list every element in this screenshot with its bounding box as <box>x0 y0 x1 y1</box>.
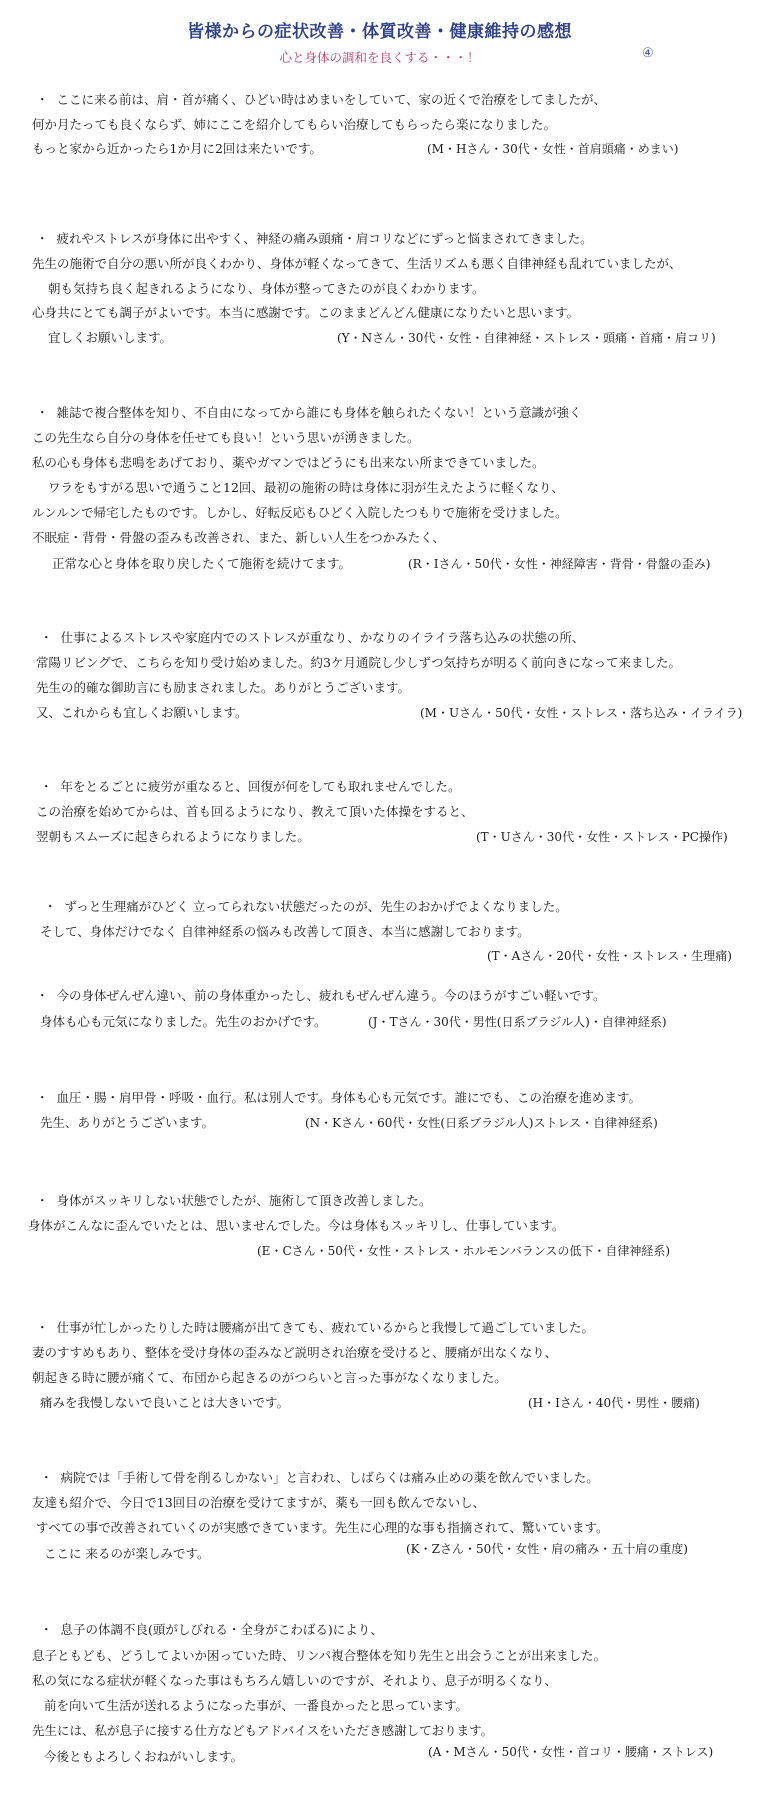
testimonial-line: ・ 病院では「手術して骨を削るしかない」と言われ、しばらくは痛み止めの薬を飲んでいました。 <box>40 1470 599 1485</box>
testimonial-line: 痛みを我慢しないで良いことは大きいです。 <box>40 1395 290 1410</box>
testimonial-line: ・ 息子の体調不良(頭がしびれる・全身がこわばる)により、 <box>40 1622 383 1637</box>
testimonial-line: そして、身体だけでなく 自律神経系の悩みも改善して頂き、本当に感謝しております。 <box>40 924 530 939</box>
testimonial-line: ・ 仕事によるストレスや家庭内でのストレスが重なり、かなりのイライラ落ち込みの状態の所、 <box>40 630 585 645</box>
testimonial-line: 常陽リビングで、こちらを知り受け始めました。約3ケ月通院し少しずつ気持ちが明るく前向きになって来ました。 <box>36 655 681 670</box>
testimonial-attribution: (M・Hさん・30代・女性・首肩頭痛・めまい) <box>427 142 679 156</box>
testimonial-line: この先生なら自分の身体を任せても良い！という思いが湧きました。 <box>32 430 420 445</box>
testimonial-line: 妻のすすめもあり、整体を受け身体の歪みなど説明され治療を受けると、腰痛が出なくなり、 <box>32 1345 558 1360</box>
testimonial-attribution: (T・Aさん・20代・女性・ストレス・生理痛) <box>487 949 732 963</box>
testimonial-attribution: (M・Uさん・50代・女性・ストレス・落ち込み・イライラ) <box>420 706 743 720</box>
bullet: ・ <box>40 1622 53 1637</box>
bullet: ・ <box>44 899 57 914</box>
testimonial-line: 先生、ありがとうございます。 <box>40 1115 215 1130</box>
page-subtitle: 心と身体の調和を良くする・・・！ <box>279 50 480 65</box>
testimonial-attribution: (J・Tさん・30代・男性(日系ブラジル人)・自律神経系) <box>368 1015 667 1029</box>
testimonial-attribution: (K・Zさん・50代・女性・肩の痛み・五十肩の重度) <box>406 1542 688 1556</box>
testimonial-attribution: (E・Cさん・50代・女性・ストレス・ホルモンバランスの低下・自律神経系) <box>257 1244 671 1258</box>
testimonial-attribution: (N・Kさん・60代・女性(日系ブラジル人)ストレス・自律神経系) <box>305 1116 658 1130</box>
testimonial-attribution: (H・Iさん・40代・男性・腰痛) <box>528 1396 700 1410</box>
testimonial-line: 身体も心も元気になりました。先生のおかげです。 <box>40 1014 327 1029</box>
testimonial-line: 先生には、私が息子に接する仕方などもアドバイスをいただき感謝しております。 <box>32 1723 494 1738</box>
testimonial-line: ・ 雑誌で複合整体を知り、不自由になってから誰にも身体を触られたくない！という意識が強く <box>36 405 582 420</box>
testimonial-line: ・ 血圧・腸・肩甲骨・呼吸・血行。私は別人です。身体も心も元気です。誰にでも、この治療を進めます。 <box>36 1090 642 1105</box>
bullet: ・ <box>36 1193 49 1208</box>
bullet: ・ <box>36 405 49 420</box>
testimonial-line: 先生の施術で自分の悪い所が良くわかり、身体が軽くなってきて、生活リズムも悪く自律神経も乱れていましたが、 <box>32 256 682 271</box>
testimonial-line: 今後ともよろしくおねがいします。 <box>44 1749 244 1764</box>
testimonial-line: 先生の的確な御助言にも励まされました。ありがとうございます。 <box>36 680 411 695</box>
testimonial-line: ・ 身体がスッキリしない状態でしたが、施術して頂き改善しました。 <box>36 1193 432 1208</box>
testimonial-line: この治療を始めてからは、首も回るようになり、教えて頂いた体操をすると、 <box>36 804 474 819</box>
testimonial-line: 何か月たっても良くならず、姉にここを紹介してもらい治療してもらったら楽になりました。 <box>32 117 557 132</box>
page-title: 皆様からの症状改善・体質改善・健康維持の感想 <box>187 22 572 42</box>
testimonial-line: 正常な心と身体を取り戻したくて施術を続けてます。 <box>52 556 352 571</box>
testimonial-line: 心身共にとても調子がよいです。本当に感謝です。このままどんどん健康になりたいと思います。 <box>32 305 580 320</box>
bullet: ・ <box>36 1320 49 1335</box>
testimonial-attribution: (Y・Nさん・30代・女性・自律神経・ストレス・頭痛・首痛・肩コリ) <box>337 331 716 345</box>
testimonial-line: 又、これからも宜しくお願いします。 <box>36 705 248 720</box>
bullet: ・ <box>40 1470 53 1485</box>
testimonial-line: ・ ここに来る前は、肩・首が痛く、ひどい時はめまいをしていて、家の近くで治療をしてましたが、 <box>36 92 607 107</box>
testimonial-line: ワラをもすがる思いで通うこと12回、最初の施術の時は身体に羽が生えたように軽くなり、 <box>48 480 564 495</box>
testimonial-line: 私の気になる症状が軽くなった事はもちろん嬉しいのですが、それより、息子が明るくなり、 <box>32 1673 558 1688</box>
page-number: ④ <box>642 46 654 61</box>
testimonial-line: すべての事で改善されていくのが実感できています。先生に心理的な事も指摘されて、驚いています。 <box>36 1520 609 1535</box>
testimonial-line: ここに 来るのが楽しみです。 <box>44 1546 210 1561</box>
bullet: ・ <box>40 630 53 645</box>
testimonial-line: 息子ともども、どうしてよいか困っていた時、リンパ複合整体を知り先生と出会うことが出来ました。 <box>32 1648 607 1663</box>
bullet: ・ <box>40 779 53 794</box>
bullet: ・ <box>36 1090 49 1105</box>
testimonial-line: 宜しくお願いします。 <box>48 330 173 345</box>
testimonial-line: ・ 疲れやストレスが身体に出やすく、神経の痛み頭痛・肩コリなどにずっと悩まされてきました。 <box>36 231 593 246</box>
testimonial-line: 朝起きる時に腰が痛くて、布団から起きるのがつらいと言った事がなくなりました。 <box>32 1370 507 1385</box>
testimonial-line: ・ 年をとるごとに疲労が重なると、回復が何をしても取れませんでした。 <box>40 779 461 794</box>
testimonial-line: ・ 仕事が忙しかったりした時は腰痛が出てきても、疲れているからと我慢して過ごしていました。 <box>36 1320 595 1335</box>
testimonial-line: 不眠症・背骨・骨盤の歪みも改善され、また、新しい人生をつかみたく、 <box>32 530 446 545</box>
bullet: ・ <box>36 92 49 107</box>
testimonial-line: 朝も気持ち良く起きれるようになり、身体が整ってきたのが良くわかります。 <box>48 281 485 296</box>
testimonial-line: ・ ずっと生理痛がひどく 立ってられない状態だったのが、先生のおかげでよくなりました。 <box>44 899 568 914</box>
testimonial-attribution: (R・Iさん・50代・女性・神経障害・背骨・骨盤の歪み) <box>408 557 711 571</box>
testimonial-line: もっと家から近かったら1か月に2回は来たいです。 <box>32 141 322 156</box>
testimonial-line: 前を向いて生活が送れるようになった事が、一番良かったと思っています。 <box>44 1698 469 1713</box>
testimonial-line: ・ 今の身体ぜんぜん違い、前の身体重かったし、疲れもぜんぜん違う。今のほうがすごい軽いです。 <box>36 988 606 1003</box>
testimonial-attribution: (A・Mさん・50代・女性・首コリ・腰痛・ストレス) <box>428 1745 714 1759</box>
testimonial-line: 友達も紹介で、今日で13回目の治療を受けてますが、薬も一回も飲んでないし、 <box>32 1495 486 1510</box>
testimonial-attribution: (T・Uさん・30代・女性・ストレス・PC操作) <box>476 830 728 844</box>
testimonial-line: 翌朝もスムーズに起きられるようになりました。 <box>36 829 310 844</box>
testimonial-line: 身体がこんなに歪んでいたとは、思いませんでした。今は身体もスッキリし、仕事しています。 <box>28 1218 565 1233</box>
testimonial-line: 私の心も身体も悲鳴をあげており、薬やガマンではどうにも出来ない所まできていました。 <box>32 455 545 470</box>
testimonial-line: ルンルンで帰宅したものです。しかし、好転反応もひどく入院したつもりで施術を受けました。 <box>32 505 568 520</box>
bullet: ・ <box>36 231 49 246</box>
bullet: ・ <box>36 988 49 1003</box>
